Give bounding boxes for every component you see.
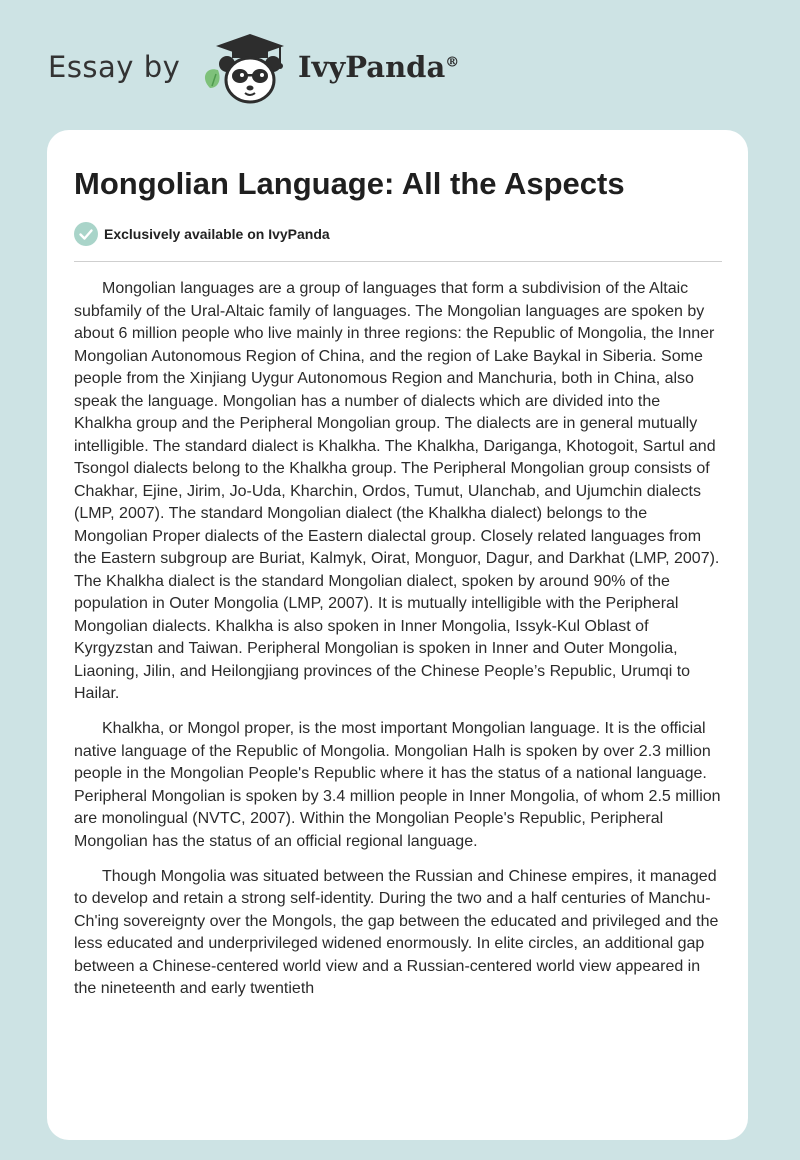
essay-card xyxy=(47,130,748,1140)
essay-body xyxy=(74,278,722,1013)
brand-name-text: IvyPanda xyxy=(298,50,446,84)
brand-header xyxy=(48,30,508,110)
paragraph: Though Mongolia was situated between the Russian and Chinese empires, it managed to develop and retain a strong self-identity. During the two and a half centuries of Manchu-Ch'ing sovereignty over the Mongols, the gap between the educated and privileged and the less educated and underprivileged widened enormously. In elite circles, an additional gap between a Chinese-centered world view and a Russian-centered world view appeared in the nineteenth and early twentieth xyxy=(74,867,719,997)
page-title: Mongolian Language: All the Aspects xyxy=(74,166,625,201)
paragraph: Khalkha, or Mongol proper, is the most important Mongolian language. It is the official native language of the Republic of Mongolia. Mongolian Halh is spoken by over 2.3 million people in the Mongolian People's Republic where it has the status of a national language. Peripheral Mongolian is spoken by 3.4 million people in Inner Mongolia, of whom 2.5 million are monolingual (NVTC, 2007). Within the Mongolian People's Republic, Peripheral Mongolian has the status of an official regional language. xyxy=(74,720,721,850)
registered-mark: ® xyxy=(445,54,460,71)
essay-by-label: Essay by xyxy=(48,50,181,84)
brand-name[interactable] xyxy=(298,50,459,84)
paragraph: Mongolian languages are a group of languages that form a subdivision of the Altaic subfamily of the Ural-Altaic family of languages. The Mongolian languages are spoken by about 6 million people who live mainly in three regions: the Republic of Mongolia, the Inner Mongolian Autonomous Region of China, and the region of Lake Baykal in Siberia. Some people from the Xinjiang Uygur Autonomous Region and Manchuria, both in China, also speak the language. Mongolian has a number of dialects which are divided into the Khalkha group and the Peripheral Mongolian group. The dialects are in general mutually intelligible. The standard dialect is Khalkha. The Khalkha, Dariganga, Khotogoit, Sartul and Tsongol dialects belong to the Khalkha group. The Peripheral Mongolian group consists of Chakhar, Ejine, Jirim, Jo-Uda, Kharchin, Ordos, Tumut, Ulanchab, and Ujumchin dialects (LMP, 2007). The standard Mongolian dialect (the Khalkha dialect) belongs to the Mongolian Proper dialects of the Eastern dialectal group. Closely related languages from the Eastern subgroup are Buriat, Kalmyk, Oirat, Monguor, Dagur, and Darkhat (LMP, 2007). The Khalkha dialect is the standard Mongolian dialect, spoken by around 90% of the population in Outer Mongolia (LMP, 2007). It is mutually intelligible with the Peripheral Mongolian dialects. Khalkha is also spoken in Inner Mongolia, Issyk-Kul Oblast of Kyrgyzstan and Taiwan. Peripheral Mongolian is spoken in Inner and Outer Mongolia, Liaoning, Jilin, and Heilongjiang provinces of the Chinese People’s Republic, Urumqi to Hailar. xyxy=(74,280,720,702)
exclusive-badge xyxy=(74,222,330,246)
exclusive-label: Exclusively available on IvyPanda xyxy=(104,226,330,242)
check-circle-icon xyxy=(74,222,98,246)
panda-graduate-logo-icon[interactable] xyxy=(200,30,296,110)
divider xyxy=(74,261,722,262)
